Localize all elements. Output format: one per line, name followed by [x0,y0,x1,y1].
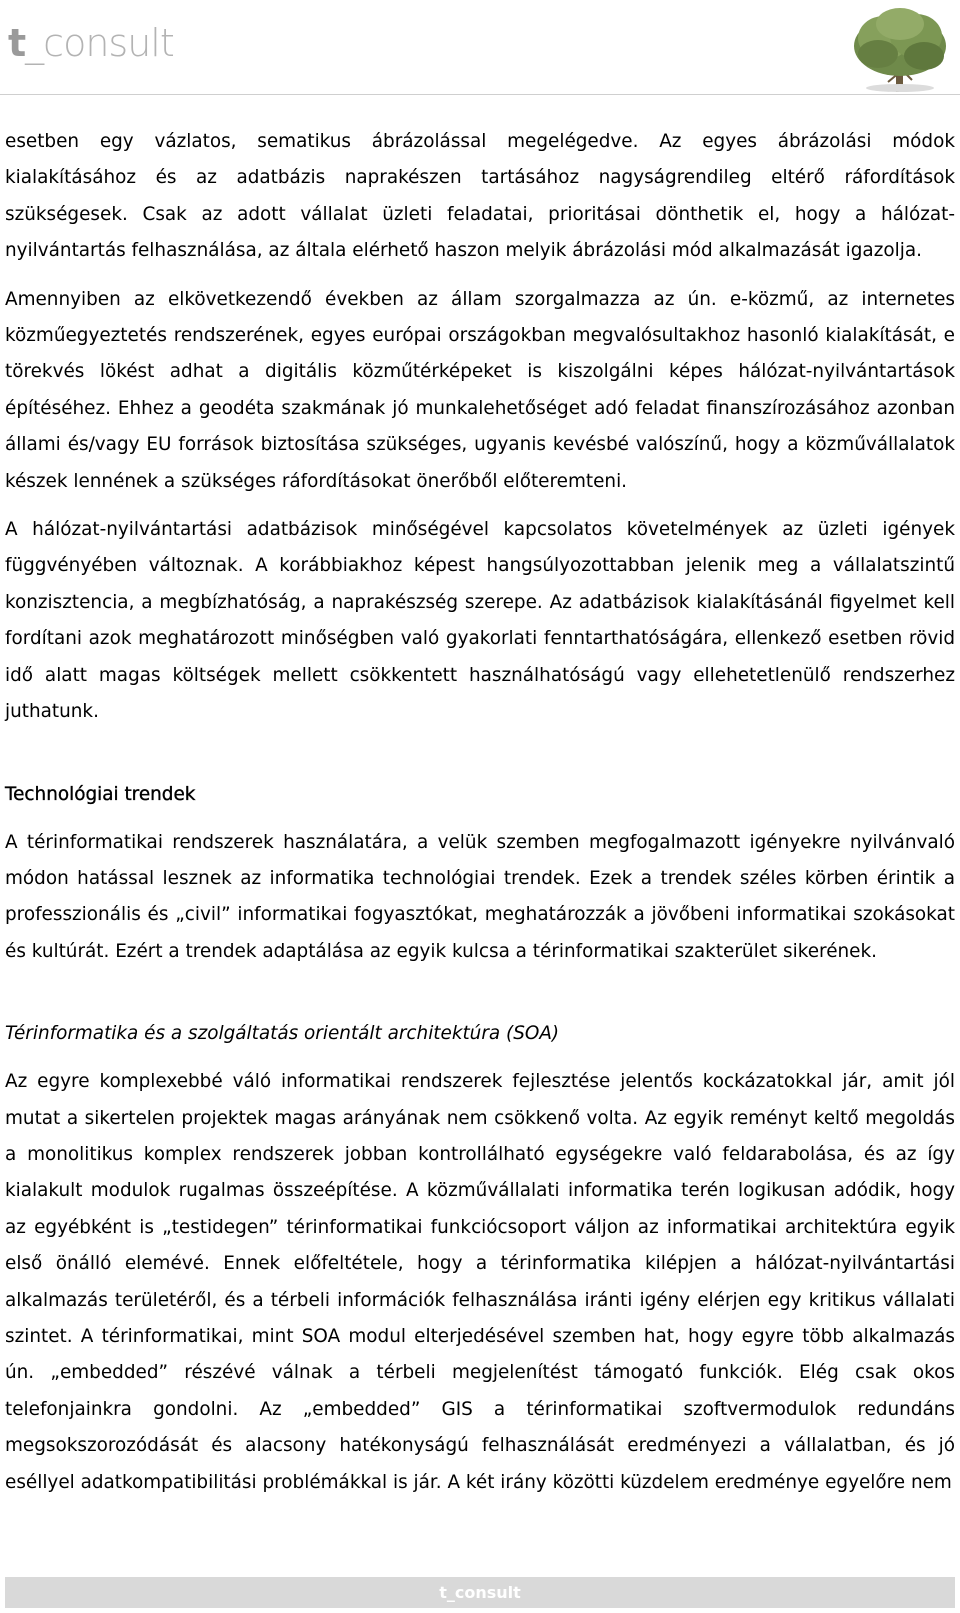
section-paragraph: A térinformatikai rendszerek használatára, a velük szemben megfogalmazott igényekre nyilvánvaló módon hatással lesznek az informatika technológiai trendek. Ezek a trendek széles körben érintik a professzionális és „civil” informatikai fogyasztókat, meghatározzák a jövőbeni informatikai szokásokat és kultúrát. Ezért a trendek adaptálása az egyik kulcsa a térinformatikai szakterület sikerének. [5,831,955,962]
tree-icon [840,2,960,94]
main-content [5,124,955,1513]
header-divider [0,94,960,95]
page-header [0,0,960,96]
paragraph-2: Amennyiben az elkövetkezendő években az állam szorgalmazza az ún. e-közmű, az internetes közműegyeztetés rendszerének, egyes európai országokban megvalósultakhoz hasonló kialakítását, e törekvés lökést adhat a digitális közműtérképeket is kiszolgálni képes hálózat-nyilvántartások építéséhez. Ehhez a geodéta szakmának jó munkalehetőséget adó feladat finanszírozásához azonban állami és/vagy EU források biztosítása szükséges, ugyanis kevésbé valószínű, hogy a közművállalatok készek lennének a szükséges ráfordításokat önerőből előteremteni. [5,288,955,492]
paragraph-3: A hálózat-nyilvántartási adatbázisok minőségével kapcsolatos követelmények az üzleti igények függvényében változnak. A korábbiakhoz képest hangsúlyozottabban jelenik meg a vállalatszintű konzisztencia, a megbízhatóság, a naprakészség szerepe. Az adatbázisok kialakításánál figyelmet kell fordítani azok meghatározott minőségben való gyakorlati fenntarthatóságára, ellenkező esetben rövid idő alatt magas költségek mellett csökkentett használhatóságú vagy ellehetetlenülő rendszerhez juthatunk. [5,519,955,723]
subsection-heading: Térinformatika és a szolgáltatás orientált architektúra (SOA) [5,1023,560,1045]
section-heading: Technológiai trendek [5,783,196,805]
footer-text: t_consult [439,1583,521,1602]
company-logo [8,21,174,65]
logo-rest: _consult [25,21,174,65]
page-footer [5,1577,955,1608]
logo-t: t [8,21,26,65]
subsection-paragraph: Az egyre komplexebbé váló informatikai rendszerek fejlesztése jelentős kockázatokkal jár, amit jól mutat a sikertelen projektek magas arányának nem csökkenő volta. Az egyik reményt keltő megoldás a monolitikus komplex rendszerek jobban kontrollálható egységekre való feldarabolása, és az így kialakult modulok rugalmas összeépítése. A közművállalati informatika terén logikusan adódik, hogy az egyébként is „testidegen” térinformatikai funkciócsoport váljon az informatikai architektúra egyik első önálló elemévé. Ennek előfeltétele, hogy a térinformatika kilépjen a hálózat-nyilvántartási alkalmazás területéről, és a térbeli információk felhasználása iránti igény elérjen egy kritikus vállalati szintet. A térinformatikai, mint SOA modul elterjedésével szemben hat, hogy egyre több alkalmazás ún. „embedded” részévé válnak a térbeli megjelenítést támogató funkciók. Elég csak okos telefonjainkra gondolni. Az „embedded” GIS a térinformatikai szoftvermodulok redundáns megsokszorozódását és alacsony hatékonyságú felhasználását eredményezi a vállalatban, és jó eséllyel adatkompatibilitási problémákkal is jár. A két irány közötti küzdelem eredménye egyelőre nem [5,1071,955,1493]
paragraph-1: esetben egy vázlatos, sematikus ábrázolással megelégedve. Az egyes ábrázolási módok kialakításához és az adatbázis naprakészen tartásához nagyságrendileg eltérő ráfordítások szükségesek. Csak az adott vállalat üzleti feladatai, prioritásai dönthetik el, hogy a hálózat-nyilvántartás felhasználása, az általa elérhető haszon melyik ábrázolási mód alkalmazását igazolja. [5,131,955,262]
